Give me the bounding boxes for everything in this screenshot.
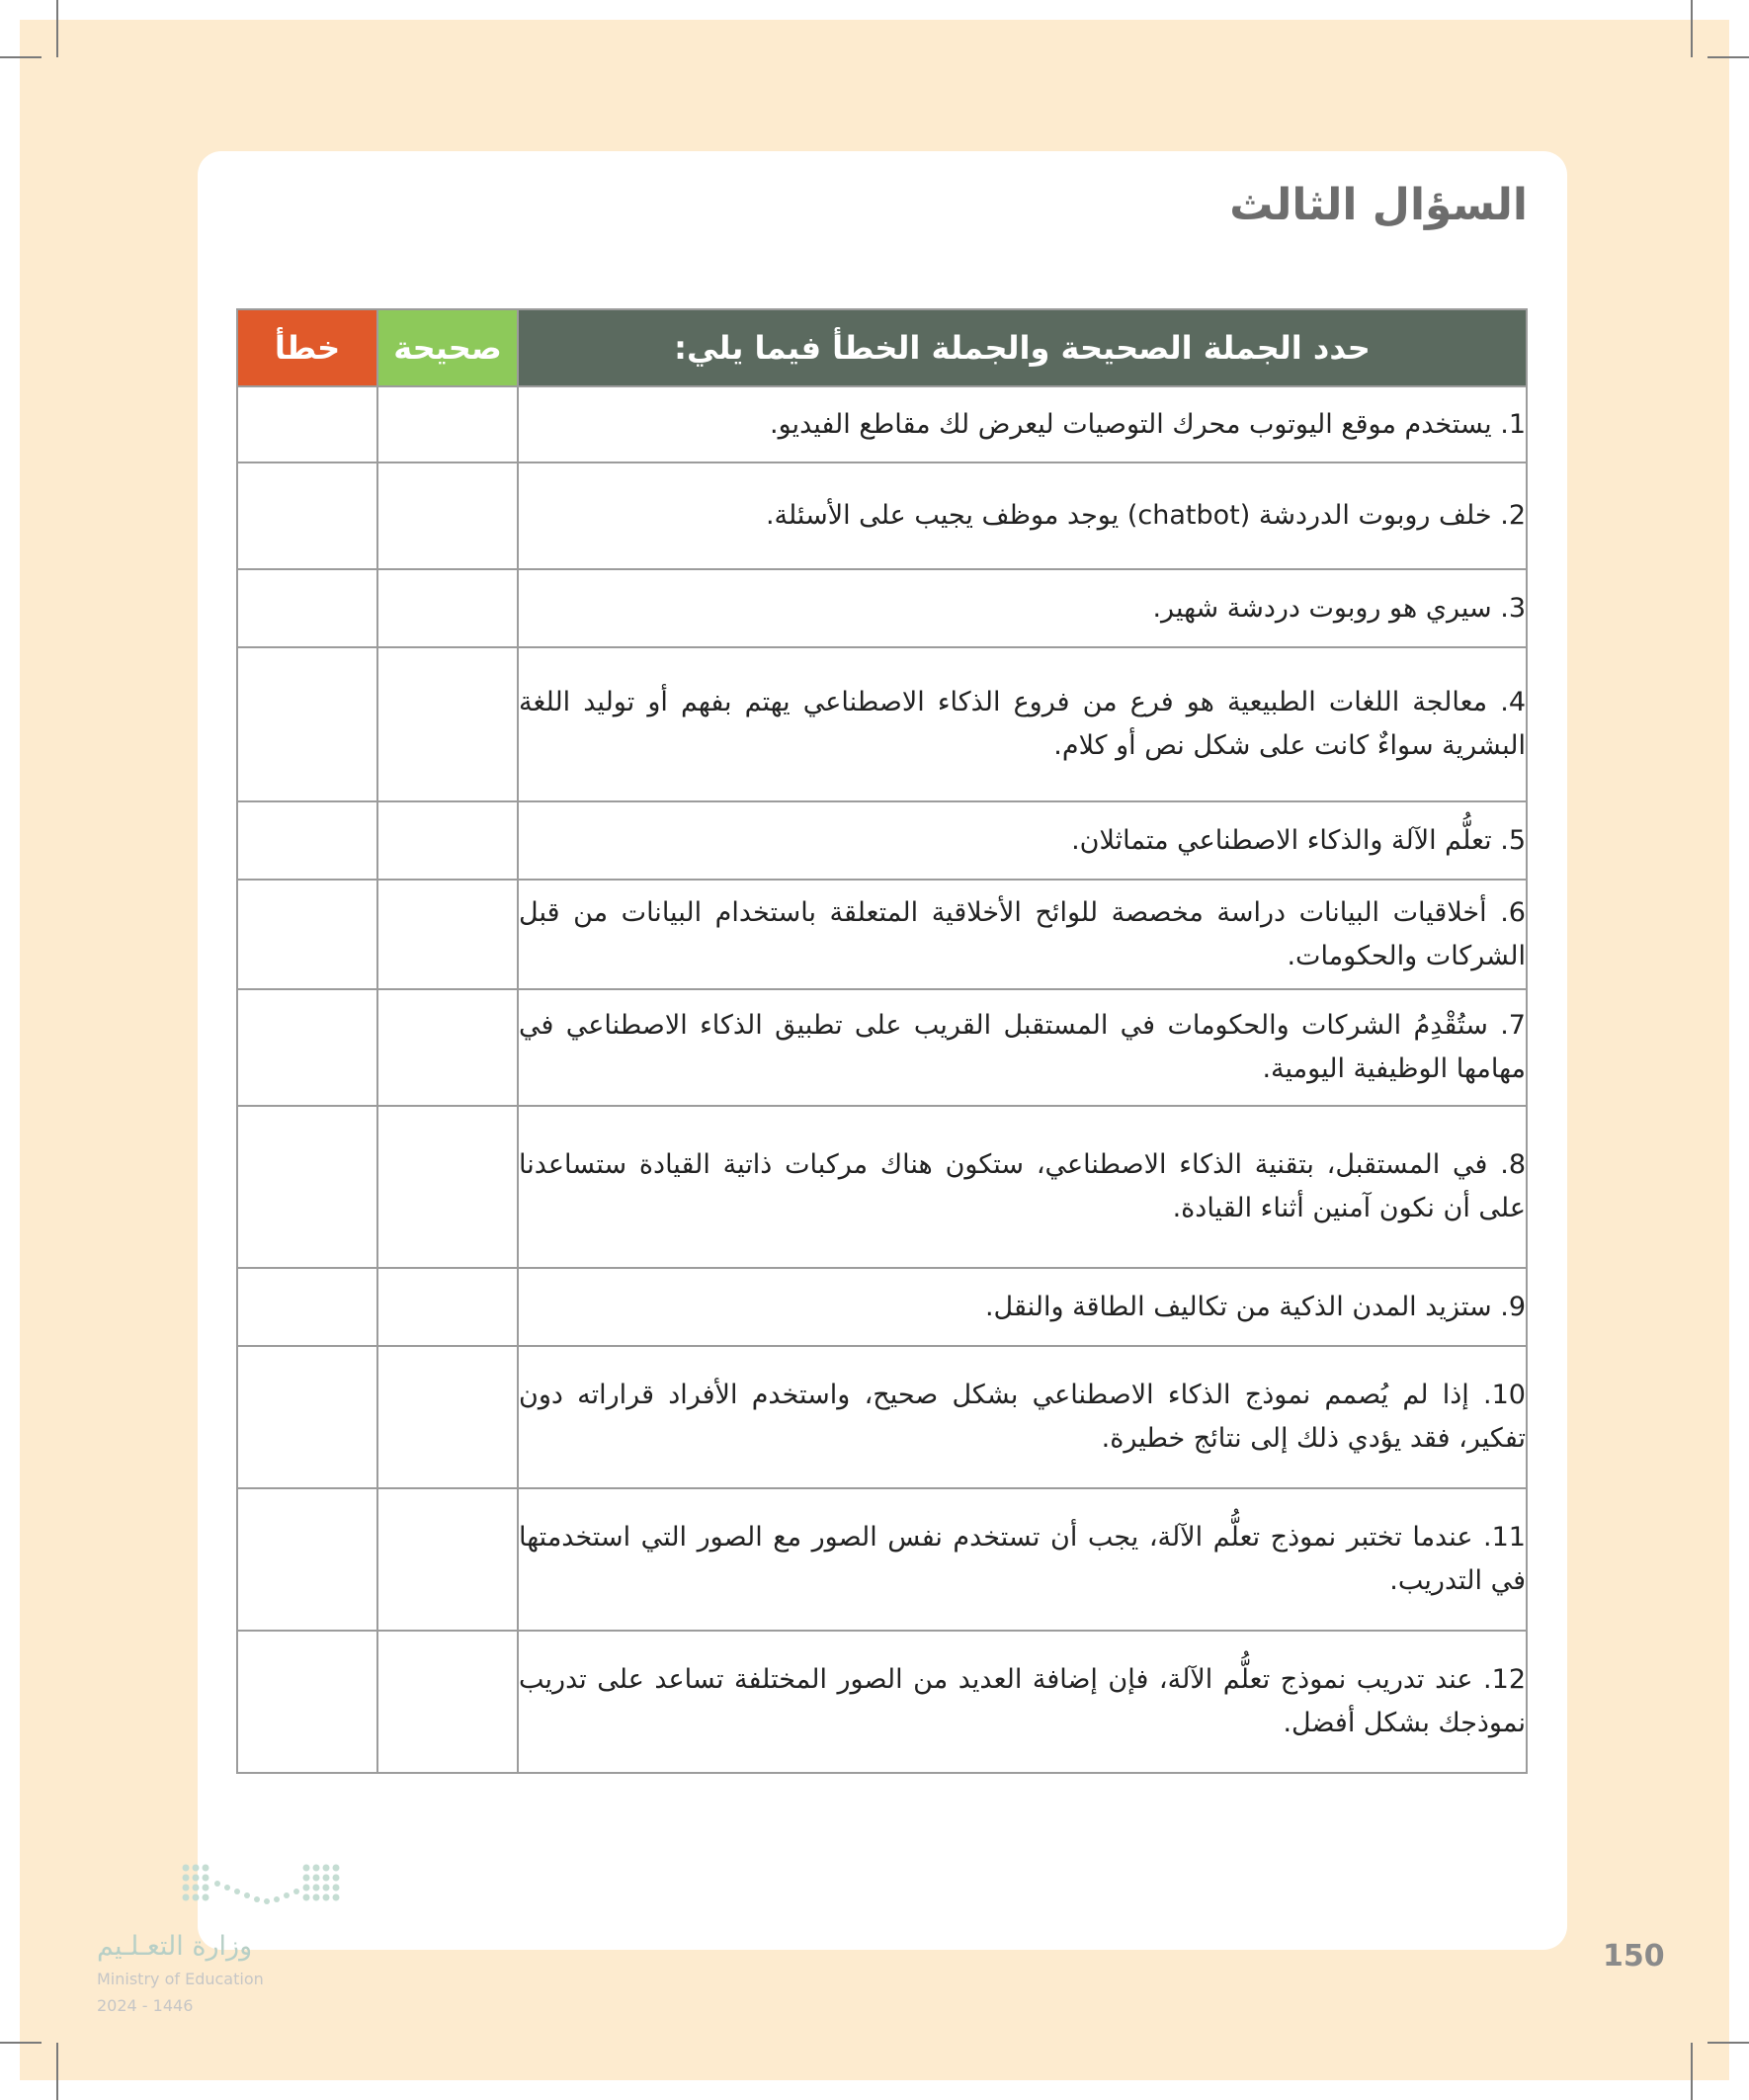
true-false-table (236, 308, 1528, 1774)
crop-mark (56, 2043, 58, 2100)
table-row (237, 386, 1527, 462)
statement-cell (518, 386, 1527, 462)
crop-mark (0, 56, 42, 58)
statement-cell (518, 1106, 1527, 1268)
page-number: 150 (1603, 1939, 1665, 1974)
table-row (237, 1631, 1527, 1773)
table-header-row (237, 309, 1527, 386)
ministry-year: 2024 - 1446 (97, 1996, 194, 2015)
statement-cell (518, 1488, 1527, 1631)
ministry-name-arabic: وزارة التعـلـيم (97, 1931, 253, 1962)
table-row (237, 462, 1527, 569)
true-answer-cell[interactable] (377, 1631, 518, 1773)
ministry-logo-icon (97, 1858, 354, 1929)
statement-number: 10. (1483, 1380, 1526, 1410)
statement-cell (518, 801, 1527, 880)
crop-mark (1707, 56, 1749, 58)
ministry-name-english: Ministry of Education (97, 1970, 264, 1988)
statement-cell (518, 1268, 1527, 1346)
false-answer-cell[interactable] (237, 1631, 377, 1773)
statement-cell (518, 1346, 1527, 1488)
statement-number: 9. (1500, 1291, 1526, 1322)
header-statement: حدد الجملة الصحيحة والجملة الخطأ فيما يلي: (518, 309, 1527, 386)
true-answer-cell[interactable] (377, 1346, 518, 1488)
false-answer-cell[interactable] (237, 647, 377, 801)
crop-mark (0, 2042, 42, 2044)
false-answer-cell[interactable] (237, 569, 377, 647)
statement-number: 4. (1500, 687, 1526, 717)
true-answer-cell[interactable] (377, 801, 518, 880)
statement-cell (518, 880, 1527, 989)
table-row (237, 1268, 1527, 1346)
crop-mark (1707, 2042, 1749, 2044)
statement-cell (518, 1631, 1527, 1773)
table-row (237, 1346, 1527, 1488)
statement-cell (518, 462, 1527, 569)
true-answer-cell[interactable] (377, 880, 518, 989)
false-answer-cell[interactable] (237, 880, 377, 989)
statement-text: تعلُّم الآلة والذكاء الاصطناعي متماثلان. (1071, 824, 1492, 856)
table-row (237, 569, 1527, 647)
true-answer-cell[interactable] (377, 386, 518, 462)
table-row (237, 989, 1527, 1106)
true-answer-cell[interactable] (377, 647, 518, 801)
false-answer-cell[interactable] (237, 1268, 377, 1346)
statement-text: ستُقْدِمُ الشركات والحكومات في المستقبل القريب على تطبيق الذكاء الاصطناعي في مهامها الوظيفية اليومية. (519, 1010, 1526, 1084)
page-title: السؤال الثالث (1229, 180, 1528, 230)
statement-cell (518, 989, 1527, 1106)
false-answer-cell[interactable] (237, 801, 377, 880)
statement-text: يستخدم موقع اليوتوب محرك التوصيات ليعرض لك مقاطع الفيديو. (770, 408, 1492, 440)
table-row (237, 880, 1527, 989)
statement-number: 8. (1500, 1149, 1527, 1180)
statement-text: إذا لم يُصمم نموذج الذكاء الاصطناعي بشكل صحيح، واستخدم الأفراد قراراته دون تفكير، فقد يؤدي ذلك إلى نتائج خطيرة. (519, 1380, 1526, 1454)
true-answer-cell[interactable] (377, 462, 518, 569)
statement-cell (518, 569, 1527, 647)
false-answer-cell[interactable] (237, 462, 377, 569)
statement-number: 2. (1500, 500, 1526, 531)
statement-number: 11. (1483, 1522, 1526, 1553)
true-answer-cell[interactable] (377, 569, 518, 647)
false-answer-cell[interactable] (237, 1106, 377, 1268)
statement-text: خلف روبوت الدردشة (chatbot) يوجد موظف يجيب على الأسئلة. (765, 500, 1492, 531)
statement-text: أخلاقيات البيانات دراسة مخصصة للوائح الأخلاقية المتعلقة باستخدام البيانات من قبل الشركات والحكومات. (519, 896, 1526, 971)
false-answer-cell[interactable] (237, 1346, 377, 1488)
crop-mark (1691, 0, 1693, 57)
header-true: صحيحة (377, 309, 518, 386)
false-answer-cell[interactable] (237, 1488, 377, 1631)
true-answer-cell[interactable] (377, 989, 518, 1106)
true-answer-cell[interactable] (377, 1268, 518, 1346)
statement-number: 5. (1500, 824, 1526, 856)
table-row (237, 1488, 1527, 1631)
statement-number: 1. (1500, 408, 1526, 440)
true-answer-cell[interactable] (377, 1488, 518, 1631)
statement-text: عندما تختبر نموذج تعلُّم الآلة، يجب أن تستخدم نفس الصور مع الصور التي استخدمتها في التدريب. (519, 1522, 1526, 1596)
statement-text: معالجة اللغات الطبيعية هو فرع من فروع الذكاء الاصطناعي يهتم بفهم أو توليد اللغة البشرية سواءٌ كانت على شكل نص أو كلام. (519, 687, 1526, 761)
header-false: خطأ (237, 309, 377, 386)
statement-text: في المستقبل، بتقنية الذكاء الاصطناعي، ستكون هناك مركبات ذاتية القيادة ستساعدنا على أن نكون آمنين أثناء القيادة. (519, 1149, 1526, 1223)
table-row (237, 1106, 1527, 1268)
statement-number: 7. (1500, 1010, 1526, 1041)
true-answer-cell[interactable] (377, 1106, 518, 1268)
statement-text: ستزيد المدن الذكية من تكاليف الطاقة والنقل. (984, 1291, 1492, 1322)
statement-number: 3. (1500, 592, 1526, 624)
false-answer-cell[interactable] (237, 989, 377, 1106)
statement-text: سيري هو روبوت دردشة شهير. (1152, 592, 1492, 624)
crop-mark (1691, 2043, 1693, 2100)
false-answer-cell[interactable] (237, 386, 377, 462)
statement-number: 6. (1500, 896, 1526, 928)
statement-cell (518, 647, 1527, 801)
statement-text: عند تدريب نموذج تعلُّم الآلة، فإن إضافة العديد من الصور المختلفة تساعد على تدريب نموذجك بشكل أفضل. (519, 1664, 1526, 1738)
statement-number: 12. (1483, 1664, 1526, 1695)
table-row (237, 801, 1527, 880)
table-row (237, 647, 1527, 801)
crop-mark (56, 0, 58, 57)
